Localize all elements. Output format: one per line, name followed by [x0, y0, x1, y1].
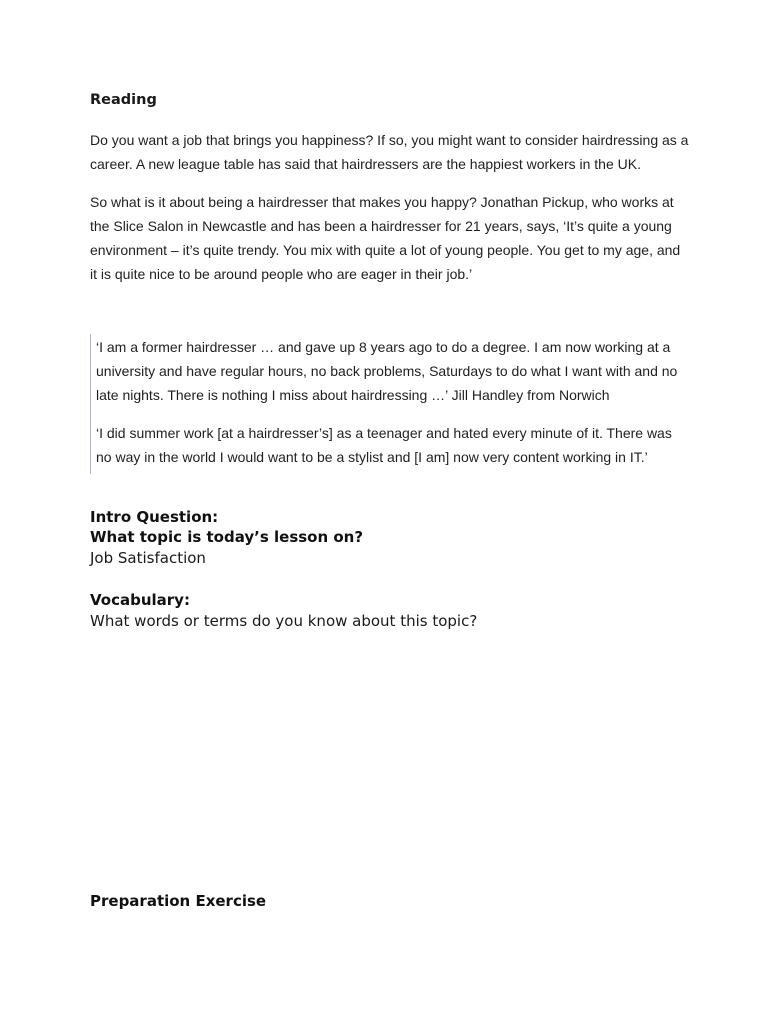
intro-question-title: Intro Question: — [90, 508, 219, 526]
intro-question-text: What topic is today’s lesson on? — [90, 528, 364, 546]
reader-quote-2: ‘I did summer work [at a hairdresser’s] as a teenager and hated every minute of it. There was no way in the world I would want to be a stylist and [I am] now very content working in IT.’ — [96, 425, 672, 465]
reading-paragraph-1: Do you want a job that brings you happiness? If so, you might want to consider hairdressing as a career. A new league table has said that hairdressers are the happiest workers in the UK. — [90, 132, 689, 172]
reading-heading: Reading — [90, 92, 157, 108]
vocabulary-prompt: What words or terms do you know about this topic? — [90, 612, 478, 630]
reading-paragraph-2: So what is it about being a hairdresser that makes you happy? Jonathan Pickup, who works at the Slice Salon in Newcastle and has been a hairdresser for 21 years, says, ‘It’s quite a young environment – it’s quite trendy. You mix with quite a lot of young people. You get to my age, and it is quite nice to be around people who are eager in their job.’ — [90, 194, 681, 282]
reader-quote-1: ‘I am a former hairdresser … and gave up 8 years ago to do a degree. I am now working at a university and have regular hours, no back problems, Saturdays to do what I want with and no late nights. There is nothing I miss about hairdressing …’ Jill Handley from Norwich — [96, 339, 678, 403]
preparation-exercise-title: Preparation Exercise — [90, 892, 267, 910]
reader-comments-blockquote — [90, 334, 681, 474]
intro-answer: Job Satisfaction — [90, 549, 206, 567]
vocabulary-title: Vocabulary: — [90, 591, 190, 609]
